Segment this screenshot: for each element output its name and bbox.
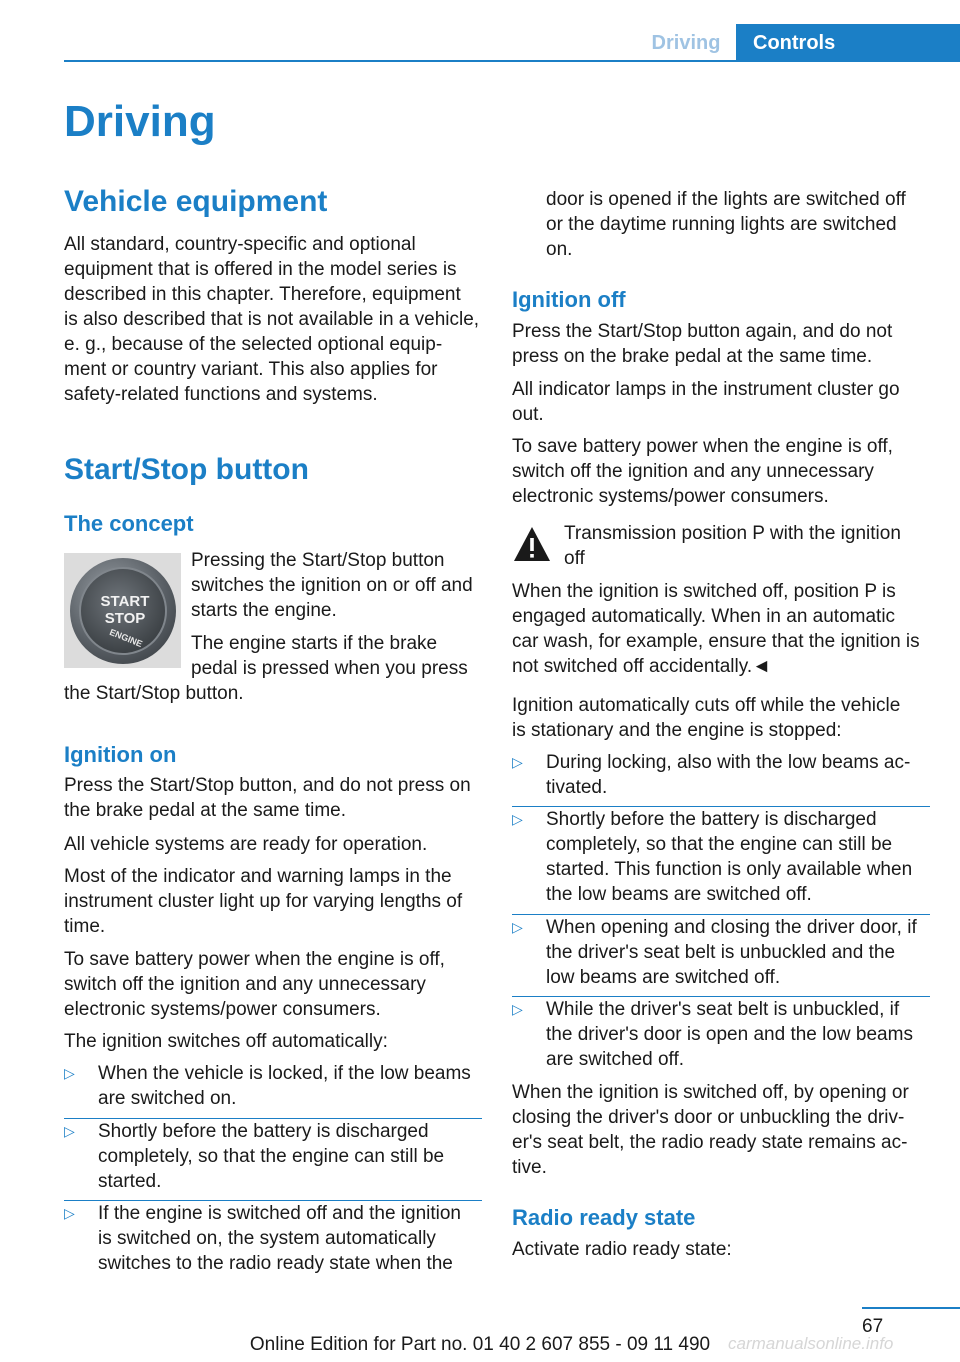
bullet-triangle-icon: ▷ [512, 811, 523, 827]
text-line: the driver's door is open and the low beams [546, 1024, 913, 1045]
paragraph-radio-activate: Activate radio ready state: [512, 1239, 732, 1260]
paragraph-lamps-out [512, 377, 900, 427]
text-line: instrument cluster light up for varying lengths of [64, 891, 463, 912]
text-line: safety-related functions and systems. [64, 384, 378, 405]
header-rule [64, 60, 960, 62]
text-line: Pressing the Start/Stop button [191, 550, 445, 571]
start-stop-button-image [64, 553, 181, 668]
knob-label-stop: STOP [104, 610, 146, 627]
paragraph-save-battery-2 [512, 434, 893, 509]
text-line: is switched on, the system automatically [98, 1228, 436, 1249]
watermark: carmanualsonline.info [728, 1334, 894, 1353]
text-line: To save battery power when the engine is off, [512, 436, 893, 457]
heading-radio-ready-state: Radio ready state [512, 1205, 696, 1230]
text-line: car wash, for example, ensure that the ignition is [512, 631, 920, 652]
text-line: While the driver's seat belt is unbuckled, if [546, 999, 900, 1020]
list-item-text [546, 807, 912, 907]
text-line: The engine starts if the brake [191, 633, 438, 654]
list-item-text [98, 1201, 461, 1276]
text-line: Transmission position P with the ignition [564, 523, 901, 544]
paragraph-radio-remains [512, 1080, 909, 1180]
text-line: door is opened if the lights are switched off [546, 189, 906, 210]
bullet-triangle-icon: ▷ [64, 1123, 75, 1139]
heading-start-stop-button: Start/Stop button [64, 453, 309, 486]
paragraph-ignition-off [512, 319, 892, 369]
text-line: switches to the radio ready state when the [98, 1253, 453, 1274]
heading-ignition-on: Ignition on [64, 742, 177, 767]
text-line: starts the engine. [191, 600, 337, 621]
text-line: equipment that is offered in the model series is [64, 259, 457, 280]
text-line: Shortly before the battery is discharged [98, 1121, 429, 1142]
text-line: or the daytime running lights are switched [546, 214, 897, 235]
text-line: is also described that is not available in a vehicle, [64, 309, 480, 330]
knob-label-engine: ENGINE [108, 626, 144, 650]
paragraph-auto-cut [512, 693, 900, 743]
text-line: engaged automatically. When in an automatic [512, 606, 896, 627]
list-item-text [546, 750, 910, 800]
text-line: All standard, country-specific and optional [64, 234, 416, 255]
text-line: switches the ignition on or off and [191, 575, 473, 596]
text-line: Shortly before the battery is discharged [546, 809, 877, 830]
text-line: To save battery power when the engine is off, [64, 949, 445, 970]
text-line: er's seat belt, the radio ready state remains ac‐ [512, 1132, 908, 1153]
text-line: are switched on. [98, 1088, 237, 1109]
list-item-text [546, 915, 917, 990]
text-line: Press the Start/Stop button again, and do not [512, 321, 893, 342]
bullet-triangle-icon: ▷ [512, 754, 523, 770]
text-line: low beams are switched off. [546, 967, 781, 988]
text-line: Ignition automatically cuts off while the vehicle [512, 695, 901, 716]
heading-ignition-off: Ignition off [512, 287, 626, 312]
list-item-text [546, 997, 913, 1072]
text-line: When the ignition is switched off, by opening or [512, 1082, 909, 1103]
list-item-text [98, 1119, 444, 1194]
text-line: e. g., because of the selected optional equip‐ [64, 334, 443, 355]
page-header [0, 0, 960, 64]
text-line: described in this chapter. Therefore, equipment [64, 284, 461, 305]
heading-the-concept: The concept [64, 511, 194, 536]
footer-rule [862, 1307, 960, 1309]
text-line: time. [64, 916, 106, 937]
warning-title [564, 521, 930, 571]
start-stop-knob-face [79, 567, 167, 655]
text-line: out. [512, 404, 544, 425]
start-stop-knob [70, 558, 176, 664]
text-line: closing the driver's door or unbuckling the driv‐ [512, 1107, 905, 1128]
text-line: completely, so that the engine can still be [98, 1146, 445, 1167]
paragraph-vehicle-equipment [64, 232, 479, 407]
bullet-triangle-icon: ▷ [64, 1065, 75, 1081]
paragraph-concept [191, 548, 483, 623]
text-line: electronic systems/power consumers. [512, 486, 829, 507]
text-line: Most of the indicator and warning lamps in the [64, 866, 452, 887]
section-tab-driving: Driving [651, 32, 721, 54]
chapter-tab-controls: Controls [736, 24, 960, 62]
text-line: not switched off accidentally.◄ [512, 656, 771, 677]
paragraph-save-battery [64, 947, 445, 1022]
paragraph-ignition-on [64, 773, 471, 823]
text-line: tive. [512, 1157, 547, 1178]
paragraph-all-ready: All vehicle systems are ready for operation. [64, 834, 428, 855]
text-line: press on the brake pedal at the same time. [512, 346, 873, 367]
text-line: started. This function is only available when [546, 859, 913, 880]
heading-vehicle-equipment: Vehicle equipment [64, 185, 328, 218]
warning-body [512, 579, 920, 679]
bullet-triangle-icon: ▷ [512, 919, 523, 935]
chapter-title: Driving [64, 97, 216, 146]
edition-footer: Online Edition for Part no. 01 40 2 607 855 - 09 11 490 [249, 1334, 711, 1355]
page-number: 67 [862, 1316, 884, 1337]
text-line: electronic systems/power consumers. [64, 999, 381, 1020]
text-line: switch off the ignition and any unnecessary [512, 461, 874, 482]
text-line: If the engine is switched off and the ignition [98, 1203, 462, 1224]
paragraph-engine-start-end: the Start/Stop button. [64, 683, 244, 704]
text-line: on. [546, 239, 573, 260]
paragraph-engine-start [191, 631, 483, 681]
text-line: is stationary and the engine is stopped: [512, 720, 842, 741]
text-line: are switched off. [546, 1049, 685, 1070]
text-line: When opening and closing the driver door, if [546, 917, 917, 938]
text-line: Press the Start/Stop button, and do not press on [64, 775, 471, 796]
text-line: During locking, also with the low beams ac‐ [546, 752, 911, 773]
text-line: the brake pedal at the same time. [64, 800, 346, 821]
text-line: switch off the ignition and any unnecessary [64, 974, 426, 995]
warning-triangle-icon [512, 525, 552, 563]
text-line: started. [98, 1171, 162, 1192]
bullet-triangle-icon: ▷ [64, 1205, 75, 1221]
text-line: the low beams are switched off. [546, 884, 812, 905]
paragraph-auto-off: The ignition switches off automatically: [64, 1031, 388, 1052]
text-line: When the vehicle is locked, if the low beams [98, 1063, 471, 1084]
text-line: ment or country variant. This also applies for [64, 359, 438, 380]
bullet-triangle-icon: ▷ [512, 1001, 523, 1017]
text-line: completely, so that the engine can still be [546, 834, 893, 855]
list-item-text [98, 1061, 471, 1111]
paragraph-continued [546, 187, 930, 262]
text-line: off [564, 548, 585, 569]
text-line: tivated. [546, 777, 608, 798]
text-line: the driver's seat belt is unbuckled and the [546, 942, 896, 963]
paragraph-indicator-lamps [64, 864, 462, 939]
knob-label-start: START [100, 593, 150, 610]
text-line: When the ignition is switched off, position P is [512, 581, 896, 602]
text-line: All indicator lamps in the instrument cluster go [512, 379, 900, 400]
text-line: pedal is pressed when you press [191, 658, 468, 679]
